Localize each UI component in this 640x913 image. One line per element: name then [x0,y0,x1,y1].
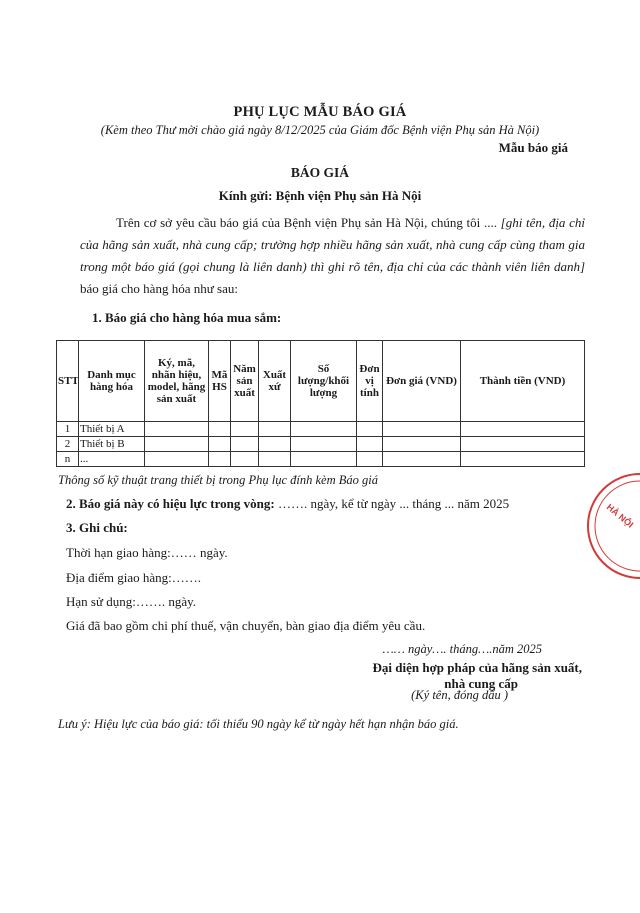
cell-empty [259,437,291,452]
recipient-line: Kính gửi: Bệnh viện Phụ sản Hà Nội [218,188,422,203]
cell-empty [259,452,291,467]
goods-table [56,340,585,467]
cell-empty [231,452,259,467]
section-1-heading: 1. Báo giá cho hàng hóa mua sắm: [92,310,282,325]
cell-stt: 1 [57,422,79,437]
validity-label: 2. Báo giá này có hiệu lực trong vòng: [66,496,278,511]
intro-end: báo giá cho hàng hóa như sau: [80,281,238,296]
table-row [57,437,585,452]
cell-empty [291,452,357,467]
cell-empty [383,437,461,452]
col-header-year: Năm sản xuất [231,341,259,422]
price-note-line: Giá đã bao gồm chi phí thuế, vận chuyển, bàn giao địa điểm yêu cầu. [66,618,426,633]
intro-placeholder: [ghi tên, địa chỉ của hãng sản xuất, nhà cung cấp; trường hợp nhiều hãng sản xuất, nhà cung cấp cùng tham gia trong một báo giá (gọi chung là liên danh) thì ghi rõ tên, địa chỉ của các thành viên liên danh] [80,215,585,274]
table-row [57,452,585,467]
intro-start: Trên cơ sở yêu cầu báo giá của Bệnh viện Phụ sản Hà Nội, chúng tôi .... [116,215,501,230]
cell-item-name: Thiết bị A [79,422,145,437]
delivery-place-line: Địa điểm giao hàng:……. [66,570,202,585]
col-header-item: Danh mục hàng hóa [79,341,145,422]
delivery-time-line: Thời hạn giao hàng:…… ngày. [66,545,228,560]
cell-item-name: ... [79,452,145,467]
quote-title: BÁO GIÁ [290,165,350,180]
col-header-unit-price: Đơn giá (VND) [383,341,461,422]
cell-item-name: Thiết bị B [79,437,145,452]
form-label: Mẫu báo giá [498,140,568,155]
col-header-model: Ký, mã, nhãn hiệu, model, hãng sản xuất [145,341,209,422]
cell-empty [461,437,585,452]
col-header-unit: Đơn vị tính [357,341,383,422]
cell-empty [357,452,383,467]
table-row [57,422,585,437]
col-header-origin: Xuất xứ [259,341,291,422]
cell-stt: n [57,452,79,467]
spec-note: Thông số kỹ thuật trang thiết bị trong Phụ lục đính kèm Báo giá [58,473,378,487]
cell-empty [145,422,209,437]
cell-empty [357,422,383,437]
cell-empty [461,452,585,467]
document-subtitle: (Kèm theo Thư mời chào giá ngày 8/12/2025 của Giám đốc Bệnh viện Phụ sản Hà Nội) [100,123,540,137]
cell-empty [291,437,357,452]
signer-title-line-1: Đại diện hợp pháp của hãng sản xuất, [372,660,582,675]
cell-empty [209,437,231,452]
cell-empty [383,422,461,437]
col-header-total: Thành tiền (VND) [461,341,585,422]
cell-empty [145,452,209,467]
cell-empty [209,422,231,437]
signer-title-line-2: nhà cung cấp [444,676,518,691]
section-3-heading: 3. Ghi chú: [66,520,128,535]
section-2-validity [66,496,509,512]
table-header-row [57,341,585,422]
cell-empty [357,437,383,452]
cell-empty [209,452,231,467]
red-seal-stamp [584,468,640,588]
cell-empty [291,422,357,437]
cell-empty [231,437,259,452]
validity-value: ……. ngày, kể từ ngày ... tháng ... năm 2025 [277,496,510,511]
sign-instruction: (Ký tên, đóng dấu ) [411,688,508,702]
col-header-quantity: Số lượng/khối lượng [291,341,357,422]
document-title: PHỤ LỤC MẪU BÁO GIÁ [233,104,407,120]
cell-empty [383,452,461,467]
expiry-line: Hạn sử dụng:……. ngày. [66,594,197,609]
cell-empty [145,437,209,452]
col-header-stt: STT [57,341,79,422]
col-header-hs-code: Mã HS [209,341,231,422]
cell-empty [231,422,259,437]
footnote: Lưu ý: Hiệu lực của báo giá: tối thiểu 90 ngày kể từ ngày hết hạn nhận báo giá. [58,717,459,731]
signature-date-line: …… ngày…. tháng….năm 2025 [382,642,542,656]
stamp-text: HÀ NỘI [604,501,636,530]
stamp-inner-ring [595,481,640,571]
cell-empty [259,422,291,437]
cell-stt: 2 [57,437,79,452]
cell-empty [461,422,585,437]
intro-paragraph [80,212,585,300]
